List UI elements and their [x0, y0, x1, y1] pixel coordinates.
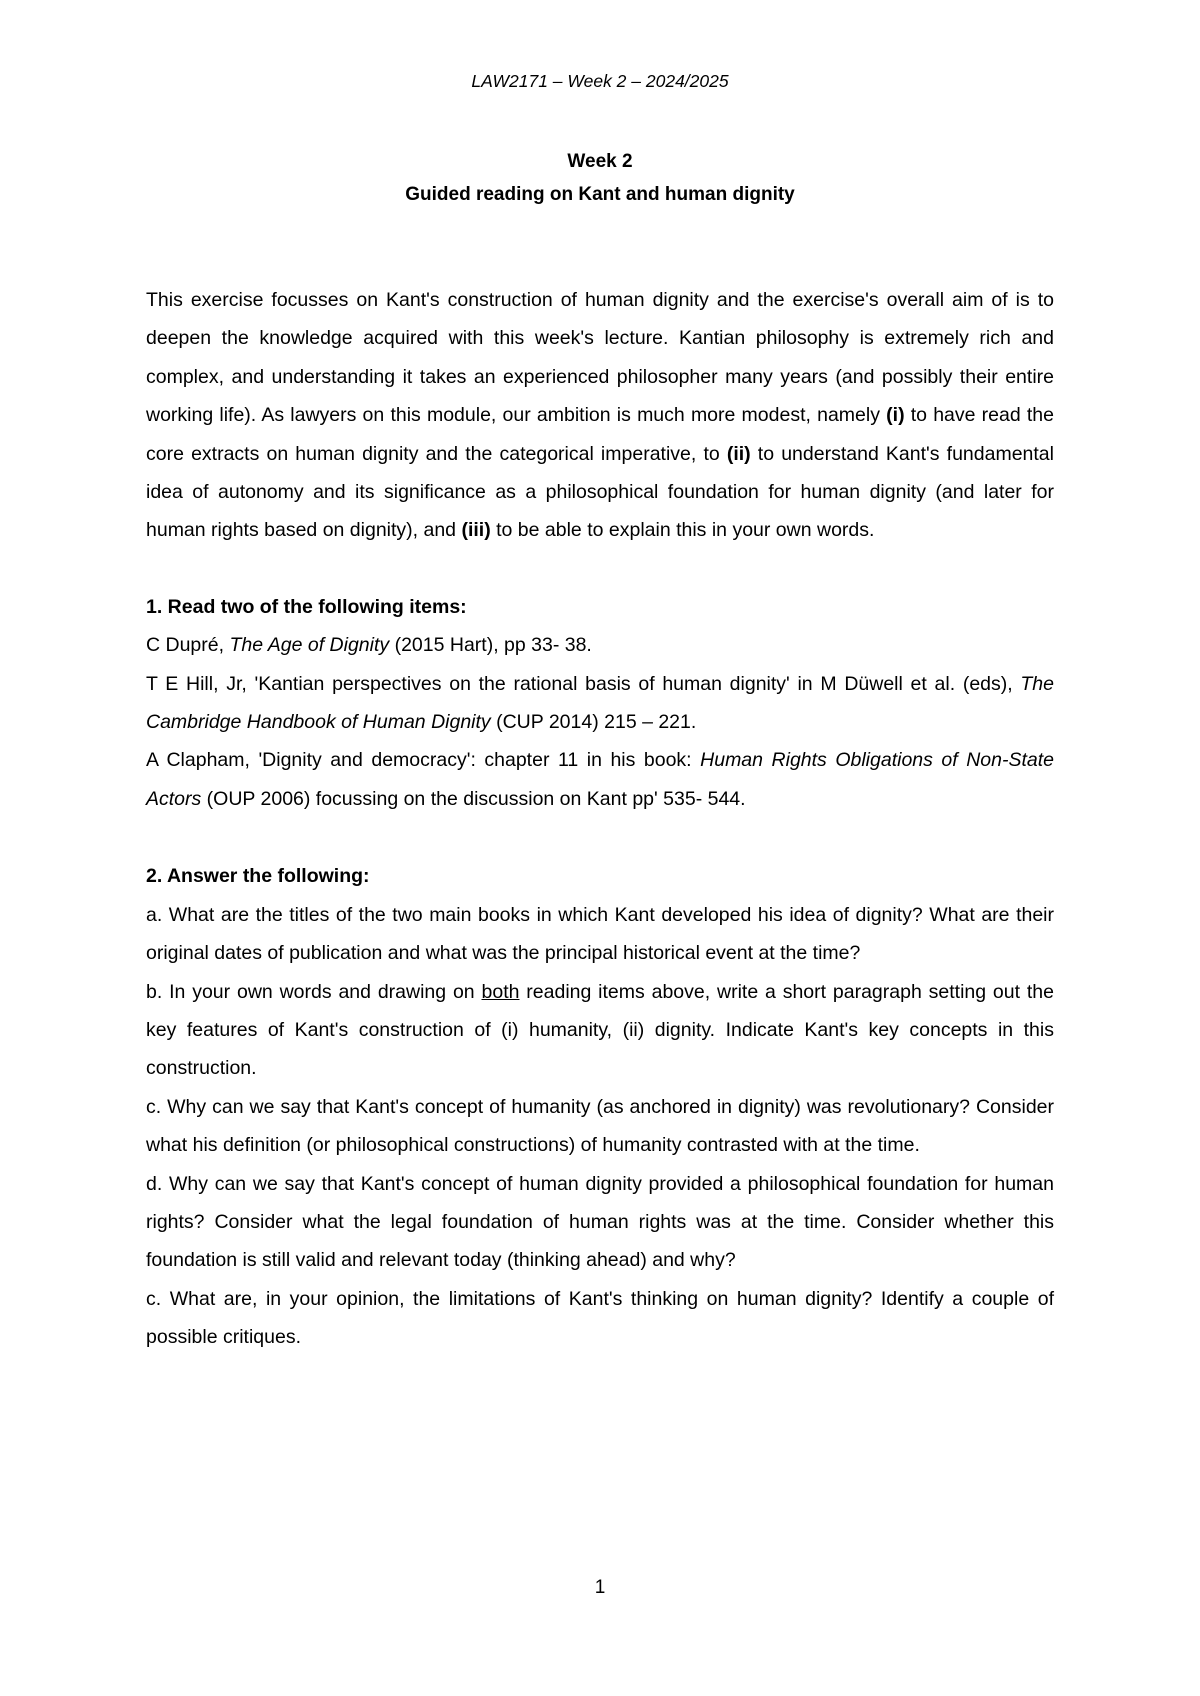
spacer	[146, 550, 1054, 588]
reading-item-hill	[146, 665, 1054, 742]
question-text: reading items above, write a short paragraph setting out the key features of Kant's construction of (i) humanity, (ii) dignity. Indicate Kant's key concepts in this construction.	[146, 980, 1054, 1080]
citation-details: (2015 Hart), pp 33- 38.	[389, 634, 592, 657]
question-d: d. Why can we say that Kant's concept of human dignity provided a philosophical foundation for human rights? Consider what the legal foundation of human rights was at the time. Consider whether this foundation is still valid and relevant today (thinking ahead) and why?	[146, 1172, 1054, 1272]
citation-title: The Age of Dignity	[229, 634, 390, 657]
question-text: b. In your own words and drawing on	[146, 980, 482, 1003]
intro-text: This exercise focusses on Kant's construction of human dignity and the exercise's overall aim of is to deepen the knowledge acquired with this week's lecture. Kantian philosophy is extremely rich and complex, and understanding it takes an experienced philosopher many years (and possibly their entire working life). As lawyers on this module, our ambition is much more modest, namely	[146, 289, 1054, 427]
reading-item-clapham	[146, 741, 1054, 818]
spacer	[146, 818, 1054, 857]
page-number: 1	[594, 1577, 606, 1598]
document-title	[0, 145, 1200, 211]
citation-details: (CUP 2014) 215 – 221.	[490, 711, 697, 734]
reading-item-dupre	[146, 626, 1054, 664]
citation-details: (OUP 2006) focussing on the discussion on Kant pp' 535- 544.	[201, 787, 746, 810]
title-week: Week 2	[567, 151, 633, 172]
underlined-word: both	[481, 980, 520, 1003]
section1-heading: 1. Read two of the following items:	[146, 595, 467, 618]
intro-text: to be able to explain this in your own words.	[490, 519, 875, 542]
running-header: LAW2171 – Week 2 – 2024/2025	[471, 71, 729, 91]
question-c: c. Why can we say that Kant's concept of humanity (as anchored in dignity) was revolutionary? Consider what his definition (or philosophical constructions) of humanity contrasted with at the time.	[146, 1095, 1054, 1157]
intro-paragraph	[146, 281, 1054, 550]
citation-author: C Dupré,	[146, 634, 230, 657]
question-a: a. What are the titles of the two main books in which Kant developed his idea of dignity? What are their original dates of publication and what was the principal historical event at the time?	[146, 903, 1054, 965]
document-body	[146, 281, 1054, 1357]
marker-iii: (iii)	[461, 519, 491, 542]
intro-text: to have read the core extracts on human dignity and the categorical imperative, to	[146, 404, 1054, 465]
citation-title: Human Rights Obligations of Non-State Actors	[146, 749, 1055, 810]
citation-author: T E Hill, Jr, 'Kantian perspectives on the rational basis of human dignity' in M Düwell et al. (eds),	[146, 672, 1021, 695]
question-e: c. What are, in your opinion, the limitations of Kant's thinking on human dignity? Identify a couple of possible critiques.	[146, 1287, 1054, 1349]
intro-text: to understand Kant's fundamental idea of autonomy and its significance as a philosophical foundation for human dignity (and later for human rights based on dignity), and	[146, 442, 1054, 542]
title-subject: Guided reading on Kant and human dignity	[405, 184, 795, 205]
citation-title: The Cambridge Handbook of Human Dignity	[146, 672, 1054, 734]
section2-heading: 2. Answer the following:	[146, 865, 370, 888]
marker-ii: (ii)	[726, 442, 751, 465]
marker-i: (i)	[886, 404, 905, 427]
citation-author: A Clapham, 'Dignity and democracy': chapter 11 in his book:	[146, 749, 701, 772]
question-b	[146, 973, 1054, 1088]
